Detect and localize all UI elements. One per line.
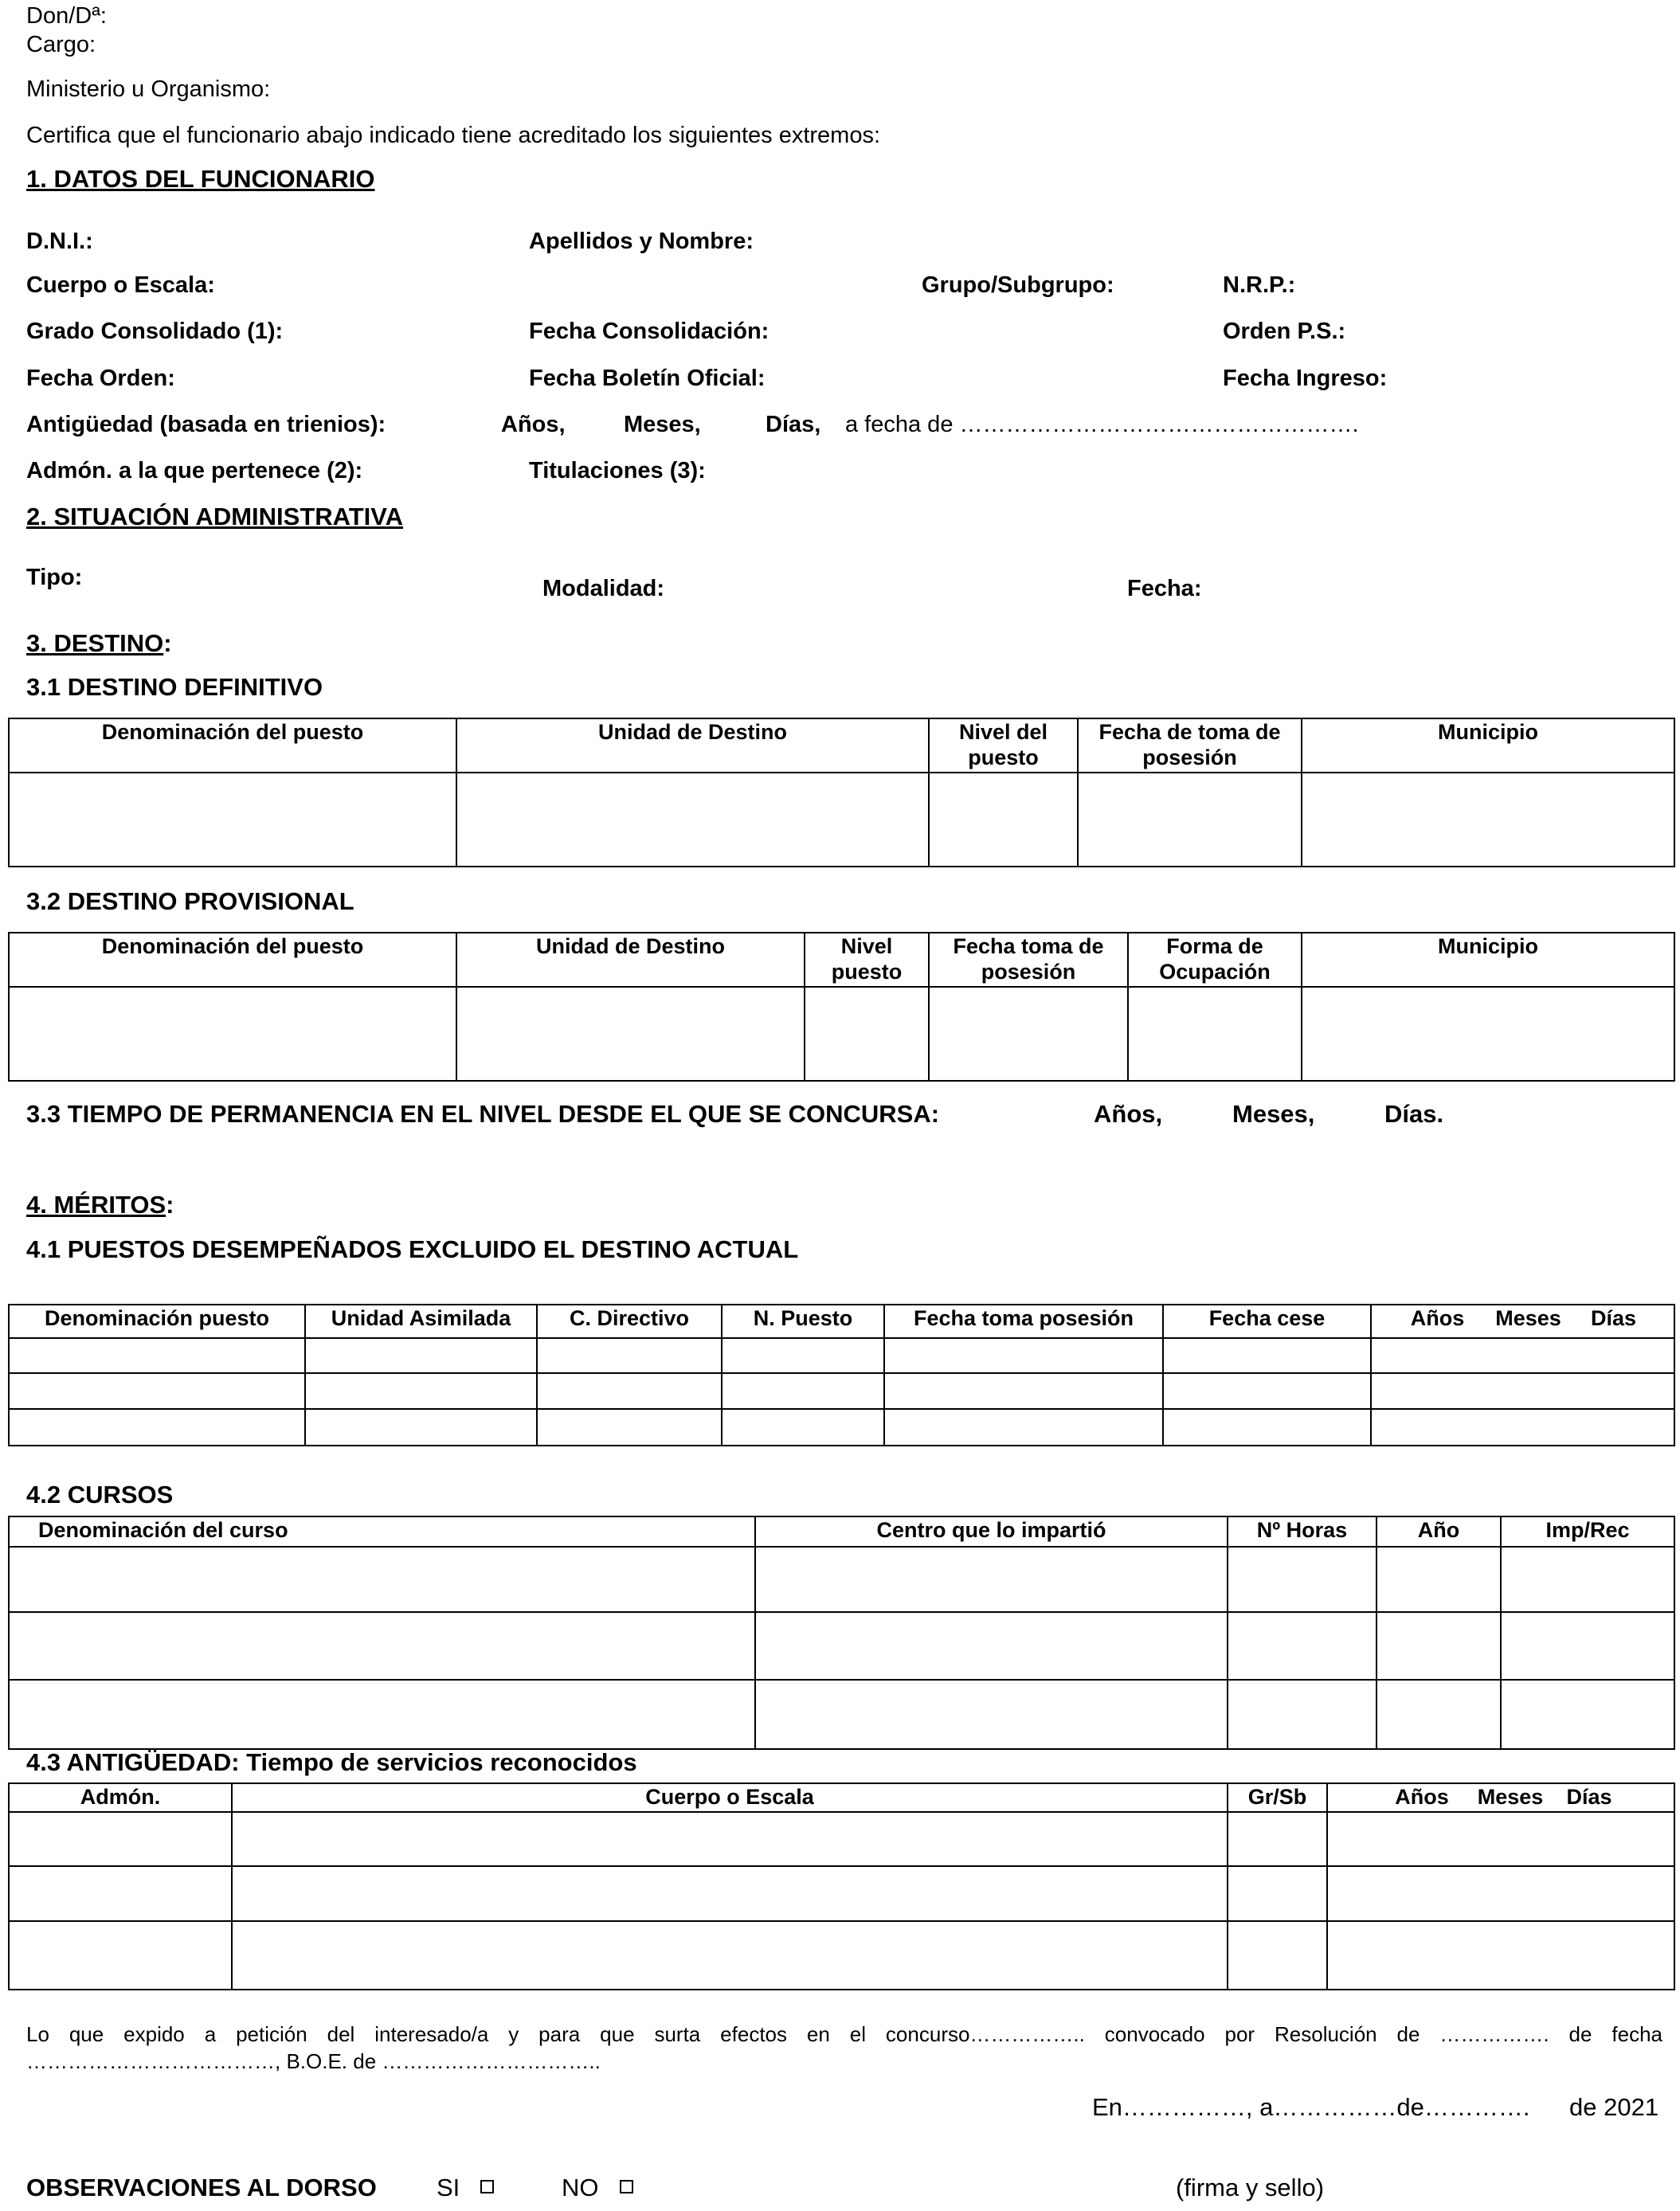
- table-row: [9, 1921, 1674, 1990]
- cell[interactable]: [1078, 773, 1302, 867]
- destino-provisional-table: [8, 932, 1675, 1082]
- col-gr-sb: Gr/Sb: [1228, 1783, 1327, 1812]
- expido-text-line2: ………………………………, B.O.E. de …………………………..: [26, 2049, 601, 2073]
- col-denominacion: Denominación del puesto: [9, 718, 456, 773]
- si-label: SI: [437, 2174, 460, 2201]
- lugar-fecha: En……………, a……………de………….: [1092, 2093, 1530, 2121]
- no-option: [562, 2174, 633, 2201]
- table-row: [9, 987, 1674, 1081]
- cell[interactable]: [1228, 1921, 1327, 1990]
- cell[interactable]: [1163, 1373, 1371, 1409]
- cell[interactable]: [1501, 1680, 1674, 1749]
- certifica-text: Certifica que el funcionario abajo indicado tiene acreditado los siguientes extremos:: [26, 123, 881, 148]
- cell[interactable]: [755, 1547, 1228, 1612]
- antiguedad-a-fecha: a fecha de …………………………………………….: [845, 412, 1359, 437]
- destino-definitivo-table: [8, 718, 1675, 867]
- cell[interactable]: [1371, 1373, 1674, 1409]
- col-denominacion-curso: Denominación del curso: [9, 1516, 755, 1547]
- puestos-title: 4.1 PUESTOS DESEMPEÑADOS EXCLUIDO EL DESTINO ACTUAL: [26, 1235, 799, 1263]
- table-row: [9, 1547, 1674, 1612]
- cell[interactable]: [805, 987, 929, 1081]
- section-4-title-text: 4. MÉRITOS: [26, 1191, 166, 1219]
- section-4-colon: :: [166, 1191, 174, 1219]
- col-anio: Año: [1377, 1516, 1501, 1547]
- col-anios: Años: [1410, 1306, 1465, 1330]
- dni-label: D.N.I.:: [26, 229, 93, 254]
- titulaciones-label: Titulaciones (3):: [529, 458, 706, 483]
- cell[interactable]: [232, 1921, 1228, 1990]
- cell[interactable]: [232, 1866, 1228, 1921]
- cargo-label: Cargo:: [26, 32, 96, 57]
- antiguedad-dias: Días,: [766, 412, 821, 437]
- col-denominacion-puesto: Denominación puesto: [9, 1305, 305, 1338]
- tiempo-meses: Meses,: [1232, 1100, 1315, 1128]
- cell[interactable]: [1228, 1812, 1327, 1866]
- antiguedad-label: Antigüedad (basada en trienios):: [26, 412, 386, 437]
- table-row: [9, 1866, 1674, 1921]
- cell[interactable]: [1228, 1547, 1377, 1612]
- cell[interactable]: [9, 1612, 755, 1680]
- cell[interactable]: [755, 1680, 1228, 1749]
- cell[interactable]: [884, 1373, 1163, 1409]
- expido-text-line1: Lo que expido a petición del interesado/a y para que surta efectos en el concurso…………….. convocado por Resolución de ……………. de fecha: [26, 2022, 1662, 2046]
- col-forma-ocupacion: Forma de Ocupación: [1128, 933, 1302, 987]
- destino-definitivo-title: 3.1 DESTINO DEFINITIVO: [26, 673, 323, 701]
- col-dias: Días: [1566, 1785, 1612, 1809]
- cell[interactable]: [1228, 1680, 1377, 1749]
- fecha-boletin-label: Fecha Boletín Oficial:: [529, 366, 766, 391]
- anio-text: de 2021: [1569, 2093, 1659, 2121]
- cursos-table: [8, 1516, 1675, 1750]
- col-imp-rec: Imp/Rec: [1501, 1516, 1674, 1547]
- ministerio-label: Ministerio u Organismo:: [26, 76, 271, 102]
- section-3-colon: :: [163, 629, 172, 657]
- don-label: Don/Dª:: [26, 3, 107, 29]
- col-unidad-destino: Unidad de Destino: [456, 718, 929, 773]
- col-meses: Meses: [1495, 1306, 1561, 1330]
- cell[interactable]: [722, 1338, 884, 1373]
- cursos-title: 4.2 CURSOS: [26, 1481, 174, 1509]
- cell[interactable]: [1163, 1338, 1371, 1373]
- admon-label: Admón. a la que pertenece (2):: [26, 458, 363, 483]
- cell[interactable]: [537, 1409, 722, 1446]
- si-checkbox[interactable]: [480, 2180, 494, 2193]
- cell[interactable]: [1501, 1612, 1674, 1680]
- cell[interactable]: [537, 1338, 722, 1373]
- no-label: NO: [562, 2174, 599, 2201]
- modalidad-label: Modalidad:: [542, 576, 665, 601]
- cell[interactable]: [1163, 1409, 1371, 1446]
- no-checkbox[interactable]: [620, 2180, 633, 2193]
- cell[interactable]: [755, 1612, 1228, 1680]
- antiguedad-title: 4.3 ANTIGÜEDAD: Tiempo de servicios reconocidos: [26, 1748, 637, 1776]
- cell[interactable]: [9, 773, 456, 867]
- orden-ps-label: Orden P.S.:: [1223, 319, 1346, 344]
- section-3-title: [26, 630, 172, 657]
- tiempo-dias: Días.: [1384, 1100, 1444, 1128]
- antiguedad-meses: Meses,: [624, 412, 701, 437]
- cell[interactable]: [1371, 1409, 1674, 1446]
- cell[interactable]: [1228, 1612, 1377, 1680]
- table-row: [9, 1812, 1674, 1866]
- grado-label: Grado Consolidado (1):: [26, 319, 284, 344]
- cell[interactable]: [9, 1812, 232, 1866]
- destino-provisional-title: 3.2 DESTINO PROVISIONAL: [26, 887, 354, 915]
- col-dias: Días: [1590, 1306, 1637, 1330]
- col-centro: Centro que lo impartió: [755, 1516, 1228, 1547]
- apellidos-label: Apellidos y Nombre:: [529, 229, 754, 254]
- col-fecha-toma: Fecha toma de posesión: [929, 933, 1128, 987]
- cell[interactable]: [9, 1409, 305, 1446]
- cell[interactable]: [1128, 987, 1302, 1081]
- fecha-orden-label: Fecha Orden:: [26, 366, 175, 391]
- col-nivel: Nivel del puesto: [929, 718, 1078, 773]
- observaciones-label: OBSERVACIONES AL DORSO: [26, 2174, 377, 2201]
- col-admon: Admón.: [9, 1783, 232, 1812]
- col-c-directivo: C. Directivo: [537, 1305, 722, 1338]
- col-fecha-toma: Fecha toma posesión: [884, 1305, 1163, 1338]
- section-2-title: 2. SITUACIÓN ADMINISTRATIVA: [26, 503, 404, 530]
- cell[interactable]: [1302, 773, 1674, 867]
- col-anios: Años: [1395, 1785, 1449, 1809]
- cell[interactable]: [1371, 1338, 1674, 1373]
- si-option: [437, 2174, 494, 2201]
- col-horas: Nº Horas: [1228, 1516, 1377, 1547]
- cell[interactable]: [722, 1409, 884, 1446]
- antiguedad-anios: Años,: [501, 412, 566, 437]
- cell[interactable]: [537, 1373, 722, 1409]
- col-anios-meses-dias: [1327, 1783, 1674, 1812]
- cell[interactable]: [456, 987, 805, 1081]
- cell[interactable]: [9, 1866, 232, 1921]
- puestos-table: [8, 1304, 1675, 1446]
- cuerpo-label: Cuerpo o Escala:: [26, 272, 215, 298]
- firma-sello: (firma y sello): [1176, 2174, 1325, 2201]
- nrp-label: N.R.P.:: [1223, 272, 1296, 298]
- cell[interactable]: [1377, 1680, 1501, 1749]
- cell[interactable]: [456, 773, 929, 867]
- col-meses: Meses: [1477, 1785, 1544, 1809]
- cell[interactable]: [305, 1409, 537, 1446]
- table-row: [9, 1409, 1674, 1446]
- cell[interactable]: [232, 1812, 1228, 1866]
- grupo-label: Grupo/Subgrupo:: [922, 272, 1114, 298]
- col-nivel: Nivel puesto: [805, 933, 929, 987]
- cell[interactable]: [9, 1680, 755, 1749]
- tiempo-permanencia-label: 3.3 TIEMPO DE PERMANENCIA EN EL NIVEL DESDE EL QUE SE CONCURSA:: [26, 1100, 940, 1128]
- tipo-label: Tipo:: [26, 565, 83, 590]
- tiempo-anios: Años,: [1094, 1100, 1163, 1128]
- table-row: [9, 1338, 1674, 1373]
- cell[interactable]: [1302, 987, 1674, 1081]
- cell[interactable]: [884, 1409, 1163, 1446]
- cell[interactable]: [1327, 1921, 1674, 1990]
- col-n-puesto: N. Puesto: [722, 1305, 884, 1338]
- table-row: [9, 1373, 1674, 1409]
- table-row: [9, 1612, 1674, 1680]
- col-fecha-toma: Fecha de toma de posesión: [1078, 718, 1302, 773]
- cell[interactable]: [1228, 1866, 1327, 1921]
- cell[interactable]: [722, 1373, 884, 1409]
- cell[interactable]: [305, 1373, 537, 1409]
- cell[interactable]: [1377, 1612, 1501, 1680]
- col-denominacion: Denominación del puesto: [9, 933, 456, 987]
- cell[interactable]: [305, 1338, 537, 1373]
- cell[interactable]: [9, 1547, 755, 1612]
- cell[interactable]: [9, 1373, 305, 1409]
- col-unidad-asimilada: Unidad Asimilada: [305, 1305, 537, 1338]
- col-municipio: Municipio: [1302, 718, 1674, 773]
- col-anios-meses-dias: [1371, 1305, 1674, 1338]
- situacion-fecha-label: Fecha:: [1127, 576, 1202, 601]
- cell[interactable]: [9, 1338, 305, 1373]
- col-fecha-cese: Fecha cese: [1163, 1305, 1371, 1338]
- cell[interactable]: [884, 1338, 1163, 1373]
- antiguedad-table: [8, 1782, 1675, 1990]
- cell[interactable]: [1501, 1547, 1674, 1612]
- fecha-ingreso-label: Fecha Ingreso:: [1223, 366, 1388, 391]
- col-cuerpo-escala: Cuerpo o Escala: [232, 1783, 1228, 1812]
- section-1-title: 1. DATOS DEL FUNCIONARIO: [26, 165, 375, 193]
- cell[interactable]: [9, 987, 456, 1081]
- cell[interactable]: [1377, 1547, 1501, 1612]
- table-row: [9, 773, 1674, 867]
- cell[interactable]: [9, 1921, 232, 1990]
- col-unidad-destino: Unidad de Destino: [456, 933, 805, 987]
- cell[interactable]: [929, 773, 1078, 867]
- table-row: [9, 1680, 1674, 1749]
- cell[interactable]: [1327, 1866, 1674, 1921]
- fecha-consolidacion-label: Fecha Consolidación:: [529, 319, 770, 344]
- cell[interactable]: [929, 987, 1128, 1081]
- section-3-title-text: 3. DESTINO: [26, 629, 164, 657]
- cell[interactable]: [1327, 1812, 1674, 1866]
- section-4-title: [26, 1192, 174, 1219]
- col-municipio: Municipio: [1302, 933, 1674, 987]
